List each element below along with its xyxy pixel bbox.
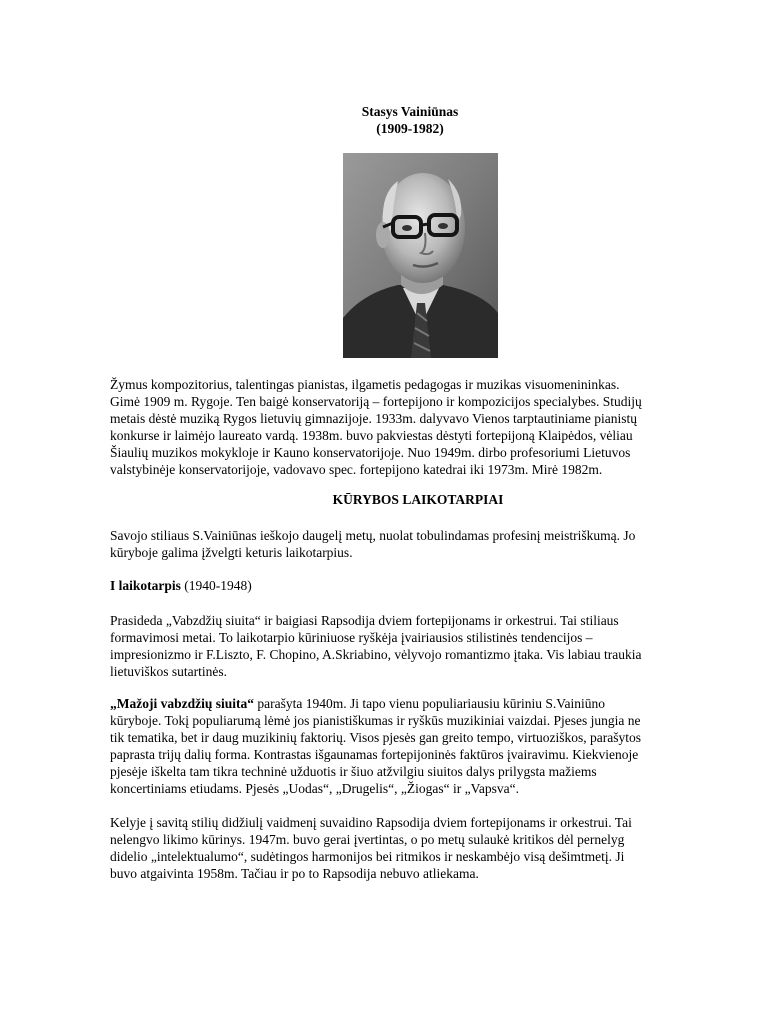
- text-line: paprasta trijų dalių forma. Kontrastas išgaunamas fortepijoninės faktūros įvairavimu. Kiekvienoje: [110, 747, 639, 762]
- period-range: (1940-1948): [180, 578, 252, 593]
- text-line: formavimosi metai. To laikotarpio kūriniuose ryškėja įvairiausios stilistinės tendencijos –: [110, 630, 593, 645]
- suite-paragraph: [110, 695, 730, 797]
- text-line: impresionizmo ir F.Liszto, F. Chopino, A.Skriabino, vėlyvojo romantizmo įtaka. Vis labiau traukia: [110, 647, 642, 662]
- text-line: didelio „intelektualumo“, sudėtingos harmonijos bei ritmikos ir neskambėjo visą dešimtmetį. Ji: [110, 849, 625, 864]
- document-subtitle-years: (1909-1982): [376, 121, 444, 136]
- text-line: Šiaulių muzikos mokykloje ir Kauno konservatorijoje. Nuo 1949m. dirbo profesoriumi Lietuvos: [110, 445, 631, 460]
- text-line: lietuviškos sutartinės.: [110, 664, 227, 679]
- portrait-photo: [343, 153, 498, 358]
- section-heading: KŪRYBOS LAIKOTARPIAI: [332, 492, 504, 507]
- document-title: Stasys Vainiūnas: [361, 104, 459, 119]
- intro-paragraph: [110, 527, 730, 561]
- text-line: metais dėstė muziką Rygos lietuvių gimnazijoje. 1933m. dalyvavo Vienos tarptautiniame pianistų: [110, 411, 638, 426]
- text-line: konkurse ir laimėjo laureato vardą. 1938m. buvo pakviestas dėstyti fortepijoną Klaipėdos, vėliau: [110, 428, 633, 443]
- text-line: koncertiniams etiudams. Pjesės „Uodas“, „Drugelis“, „Žiogas“ ir „Vapsva“.: [110, 781, 519, 796]
- period-label: I laikotarpis: [110, 578, 181, 593]
- text-line: buvo atgaivinta 1958m. Tačiau ir po to Rapsodija nebuvo atliekama.: [110, 866, 479, 881]
- text-line: Savojo stiliaus S.Vainiūnas ieškojo daugelį metų, nuolat tobulindamas profesinį meistriškumą. Jo: [110, 528, 636, 543]
- text-line: tik tematika, bet ir daug muzikinių faktorių. Visos pjesės gan greito tempo, virtuoziškos, parašytos: [110, 730, 641, 745]
- text-line: parašyta 1940m. Ji tapo vienu populiariausiu kūriniu S.Vainiūno: [254, 696, 605, 711]
- rhapsody-paragraph: [110, 814, 730, 882]
- text-line: nelengvo likimo kūrinys. 1947m. buvo gerai įvertintas, o po metų sulaukė kritikos dėl pernelyg: [110, 832, 625, 847]
- period-heading: [110, 577, 730, 594]
- text-line: Kelyje į savitą stilių didžiulį vaidmenį suvaidino Rapsodija dviem fortepijonams ir orkestrui. Tai: [110, 815, 632, 830]
- text-line: kūryboje. Tokį populiarumą lėmė jos pianistiškumas ir ryškūs muzikiniai vaizdai. Pjeses jungia ne: [110, 713, 641, 728]
- period-description-paragraph: [110, 612, 730, 680]
- text-line: valstybinėje konservatorijoje, vadovavo spec. fortepijono katedrai iki 1973m. Mirė 1982m.: [110, 462, 603, 477]
- text-line: kūryboje galima įžvelgti keturis laikotarpius.: [110, 545, 353, 560]
- text-line: Prasideda „Vabzdžių siuita“ ir baigiasi Rapsodija dviem fortepijonams ir orkestrui. Tai stiliaus: [110, 613, 619, 628]
- biography-paragraph: [110, 376, 730, 478]
- text-line: Žymus kompozitorius, talentingas pianistas, ilgametis pedagogas ir muzikas visuomenininkas.: [110, 377, 620, 392]
- text-line: pjesėje iškelta tam tikra techninė užduotis ir šiuo atžvilgiu siuitos dalys prilygsta mažiems: [110, 764, 597, 779]
- text-line: Gimė 1909 m. Rygoje. Ten baigė konservatoriją – fortepijono ir kompozicijos specialybes. Studijų: [110, 394, 642, 409]
- suite-title: „Mažoji vabzdžių siuita“: [110, 696, 254, 711]
